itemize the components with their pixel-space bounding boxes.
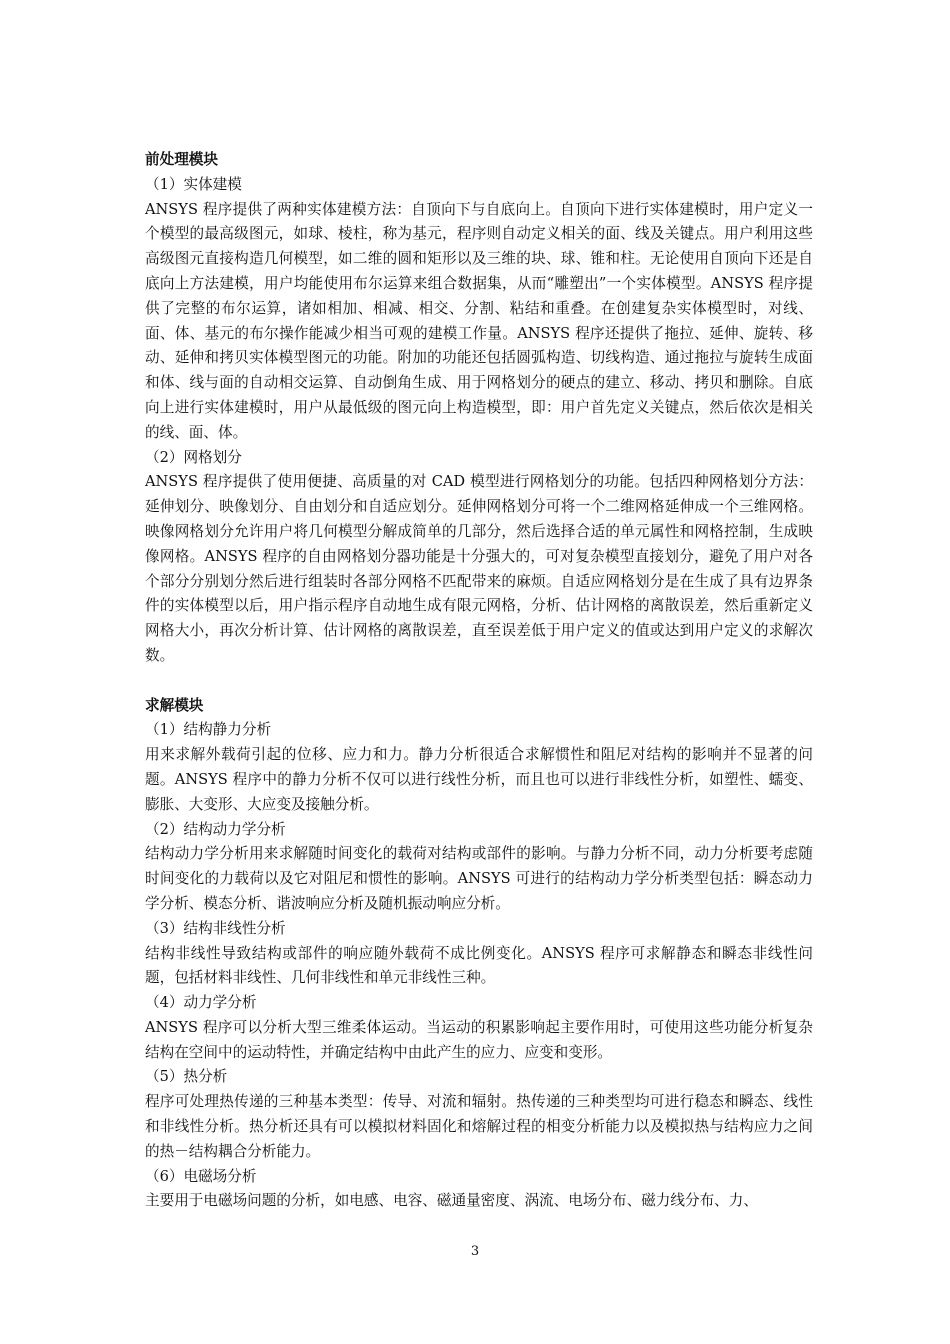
- subheading-solid-modeling: （1）实体建模: [145, 175, 242, 193]
- subheading-thermal-analysis: （5）热分析: [145, 1068, 228, 1086]
- paragraph-thermal-analysis: 程序可处理热传递的三种基本类型：传导、对流和辐射。热传递的三种类型均可进行稳态和瞬态、线性和非线性分析。热分析还具有可以模拟材料固化和熔解过程的相变分析能力以及模拟热与结构应力之间的热－结构耦合分析能力。: [145, 1093, 813, 1160]
- section-solution: [145, 694, 813, 1215]
- section-title: 前处理模块: [145, 151, 218, 168]
- section-preprocessing: [145, 148, 813, 669]
- subheading-static-analysis: （1）结构静力分析: [145, 721, 272, 739]
- paragraph-static-analysis: 用来求解外载荷引起的位移、应力和力。静力分析很适合求解惯性和阻尼对结构的影响并不显著的问题。ANSYS 程序中的静力分析不仅可以进行线性分析，而且也可以进行非线性分析，如塑性、蠕变、膨胀、大变形、大应变及接触分析。: [145, 746, 813, 813]
- paragraph-electromagnetic-analysis: 主要用于电磁场问题的分析，如电感、电容、磁通量密度、涡流、电场分布、磁力线分布、力、: [145, 1192, 758, 1210]
- subheading-electromagnetic-analysis: （6）电磁场分析: [145, 1167, 257, 1185]
- subheading-kinematics-analysis: （4）动力学分析: [145, 994, 257, 1012]
- subheading-nonlinear-analysis: （3）结构非线性分析: [145, 919, 286, 937]
- page-number: 3: [470, 1244, 480, 1259]
- paragraph-dynamic-analysis: 结构动力学分析用来求解随时间变化的载荷对结构或部件的影响。与静力分析不同，动力分析要考虑随时间变化的力载荷以及它对阻尼和惯性的影响。ANSYS 可进行的结构动力学分析类型包括：瞬态动力学分析、模态分析、谐波响应分析及随机振动响应分析。: [145, 845, 813, 912]
- subheading-dynamic-analysis: （2）结构动力学分析: [145, 820, 286, 838]
- page-content: [145, 148, 813, 1214]
- section-spacer: [145, 669, 813, 694]
- paragraph-kinematics-analysis: ANSYS 程序可以分析大型三维柔体运动。当运动的积累影响起主要作用时，可使用这些功能分析复杂结构在空间中的运动特性，并确定结构中由此产生的应力、应变和变形。: [145, 1018, 813, 1061]
- paragraph-nonlinear-analysis: 结构非线性导致结构或部件的响应随外载荷不成比例变化。ANSYS 程序可求解静态和瞬态非线性问题，包括材料非线性、几何非线性和单元非线性三种。: [145, 944, 813, 987]
- subheading-meshing: （2）网格划分: [145, 448, 242, 466]
- paragraph-solid-modeling: ANSYS 程序提供了两种实体建模方法：自顶向下与自底向上。自顶向下进行实体建模时，用户定义一个模型的最高级图元，如球、棱柱，称为基元，程序则自动定义相关的面、线及关键点。用户利用这些高级图元直接构造几何模型，如二维的圆和矩形以及三维的块、球、锥和柱。无论使用自顶向下还是自底向上方法建模，用户均能使用布尔运算来组合数据集，从而“雕塑出”一个实体模型。ANSYS 程序提供了完整的布尔运算，诸如相加、相减、相交、分割、粘结和重叠。在创建复杂实体模型时，对线、面、体、基元的布尔操作能减少相当可观的建模工作量。ANSYS 程序还提供了拖拉、延伸、旋转、移动、延伸和拷贝实体模型图元的功能。附加的功能还包括圆弧构造、切线构造、通过拖拉与旋转生成面和体、线与面的自动相交运算、自动倒角生成、用于网格划分的硬点的建立、移动、拷贝和删除。自底向上进行实体建模时，用户从最低级的图元向上构造模型，即：用户首先定义关键点，然后依次是相关的线、面、体。: [145, 200, 813, 441]
- paragraph-meshing: ANSYS 程序提供了使用便捷、高质量的对 CAD 模型进行网格划分的功能。包括四种网格划分方法：延伸划分、映像划分、自由划分和自适应划分。延伸网格划分可将一个二维网格延伸成一个三维网格。映像网格划分允许用户将几何模型分解成简单的几部分，然后选择合适的单元属性和网格控制，生成映像网格。ANSYS 程序的自由网格划分器功能是十分强大的，可对复杂模型直接划分，避免了用户对各个部分分别划分然后进行组装时各部分网格不匹配带来的麻烦。自适应网格划分是在生成了具有边界条件的实体模型以后，用户指示程序自动地生成有限元网格，分析、估计网格的离散误差，然后重新定义网格大小，再次分析计算、估计网格的离散误差，直至误差低于用户定义的值或达到用户定义的求解次数。: [145, 473, 813, 664]
- section-title: 求解模块: [145, 696, 204, 714]
